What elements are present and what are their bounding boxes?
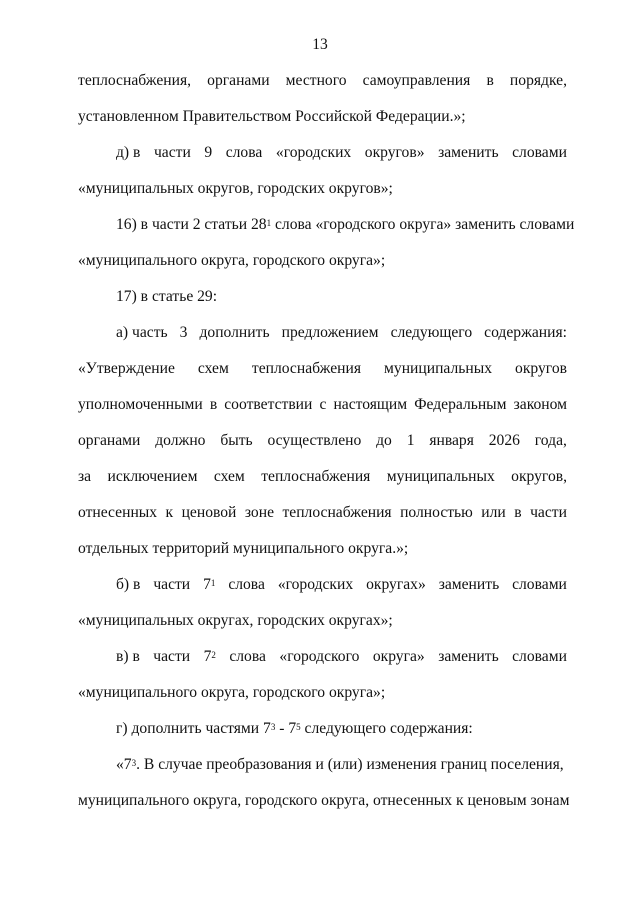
text-line-9 — [78, 359, 567, 379]
word: слова — [225, 144, 263, 161]
text-line-7: 17) в статье 29: — [116, 288, 218, 305]
word: а) часть — [116, 324, 168, 341]
word: заменить — [438, 576, 500, 593]
text-line-8 — [116, 323, 567, 343]
text-line-6: «муниципального округа, городского округа»; — [78, 252, 386, 269]
word: года, — [534, 432, 567, 449]
word: словами — [512, 648, 567, 665]
word: к — [165, 504, 174, 521]
word: самоуправления — [362, 72, 471, 89]
text-line-3 — [116, 143, 567, 163]
word: заменить — [438, 648, 499, 665]
word: 2026 — [488, 432, 520, 449]
superscript: 5 — [296, 722, 301, 732]
word: Федеральным — [414, 396, 507, 413]
page-number: 13 — [312, 36, 328, 53]
word: округов» — [364, 144, 425, 161]
word: содержания: — [484, 324, 567, 341]
superscript: 1 — [266, 218, 272, 228]
word: органами — [78, 432, 141, 449]
word: осуществлено — [267, 432, 362, 449]
text-line-12 — [78, 467, 567, 487]
word: 9 — [204, 144, 213, 161]
word: зоне — [244, 504, 274, 521]
word: за — [78, 468, 92, 485]
word: округах» — [366, 576, 426, 593]
text-line-16: «муниципальных округах, городских округах»; — [78, 612, 393, 629]
superscript: 3 — [270, 722, 276, 732]
text-segment: слова «городского округа» заменить словами — [271, 216, 575, 233]
word: «городских — [275, 144, 352, 161]
text-line-1 — [78, 71, 567, 91]
word: «городских — [277, 576, 354, 593]
word: быть — [220, 432, 253, 449]
word: предложением — [281, 324, 379, 341]
word: части — [530, 504, 567, 521]
word: следующего — [390, 324, 473, 341]
word: января — [429, 432, 474, 449]
word: порядке, — [509, 72, 567, 89]
word: в) в — [116, 648, 140, 665]
text-segment: «7 — [116, 756, 132, 773]
superscript: 1 — [210, 578, 216, 588]
superscript: 2 — [211, 650, 216, 660]
word: соответствии — [224, 396, 313, 413]
superscript: 3 — [131, 758, 137, 768]
word: органами — [207, 72, 270, 89]
text-line-21: муниципального округа, городского округа, отнесенных к ценовым зонам — [78, 792, 570, 809]
word: в — [209, 396, 218, 413]
text-line-4: «муниципальных округов, городских округов»; — [78, 180, 393, 197]
word: округов — [515, 360, 567, 377]
word: 3 — [179, 324, 188, 341]
word: 7 — [203, 648, 212, 665]
word: полностью — [400, 504, 473, 521]
word: дополнить — [199, 324, 270, 341]
text-line-10 — [78, 395, 567, 415]
text-line-13 — [78, 503, 567, 523]
word: теплоснабжения, — [78, 72, 192, 89]
word: настоящим — [333, 396, 408, 413]
word: схем — [213, 468, 245, 485]
word: в — [514, 504, 522, 521]
word: б) в — [116, 576, 141, 593]
word: муниципальных — [384, 360, 493, 377]
word: местного — [285, 72, 347, 89]
text-line-11 — [78, 431, 567, 451]
word: части — [153, 576, 191, 593]
text-segment: 16) в части 2 статьи 28 — [116, 216, 267, 233]
word: заменить — [438, 144, 499, 161]
word: уполномоченными — [78, 396, 203, 413]
word: в — [486, 72, 494, 89]
word: д) в — [116, 144, 141, 161]
word: части — [153, 144, 191, 161]
text-line-20 — [116, 755, 567, 775]
word: округов, — [511, 468, 567, 485]
text-line-18: «муниципального округа, городского округа»; — [78, 684, 386, 701]
text-segment: - 7 — [275, 720, 297, 737]
word: словами — [512, 576, 567, 593]
word: слова — [228, 576, 265, 593]
word: должно — [155, 432, 206, 449]
text-segment: г) дополнить частями 7 — [116, 720, 271, 737]
word: теплоснабжения — [282, 504, 392, 521]
word: теплоснабжения — [251, 360, 362, 377]
word: округа» — [372, 648, 425, 665]
text-line-2: установленном Правительством Российской Федерации.»; — [78, 108, 466, 125]
word: «городского — [279, 648, 360, 665]
text-segment: следующего содержания: — [300, 720, 473, 737]
word: части — [153, 648, 191, 665]
word-with-superscript — [203, 575, 215, 595]
word: или — [481, 504, 506, 521]
word: схем — [197, 360, 229, 377]
text-line-17 — [116, 647, 567, 667]
text-line-15 — [116, 575, 567, 595]
word: отнесенных — [78, 504, 158, 521]
word: ценовой — [181, 504, 237, 521]
word: слова — [229, 648, 266, 665]
word: теплоснабжения — [261, 468, 371, 485]
word: муниципальных — [386, 468, 495, 485]
text-line-14: отдельных территорий муниципального округа.»; — [78, 540, 409, 557]
word: с — [319, 396, 327, 413]
word: словами — [512, 144, 567, 161]
text-segment: . В случае преобразования и (или) изменения границ поселения, — [136, 756, 564, 773]
text-line-5 — [116, 215, 575, 235]
word: «Утверждение — [78, 360, 175, 377]
word: до — [376, 432, 392, 449]
word: законом — [513, 396, 567, 413]
text-line-19 — [116, 719, 567, 739]
word: 7 — [203, 576, 211, 593]
word: 1 — [406, 432, 415, 449]
word-with-superscript — [204, 647, 216, 667]
word: исключением — [107, 468, 198, 485]
